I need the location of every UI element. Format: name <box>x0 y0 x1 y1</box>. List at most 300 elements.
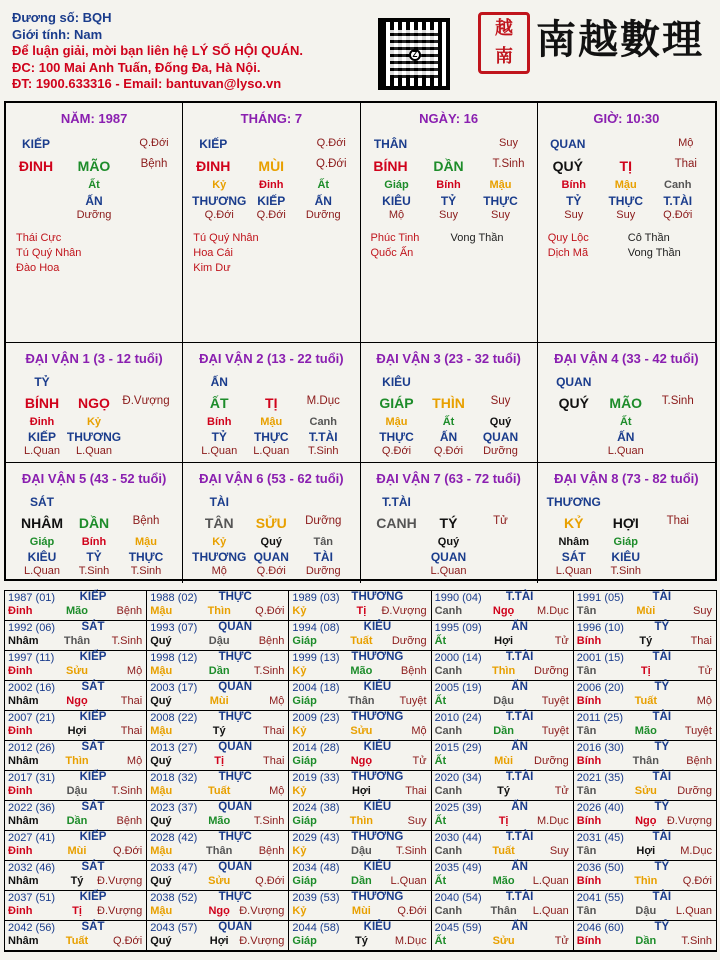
branch: Mão <box>350 665 373 677</box>
pillar-title: THÁNG: 7 <box>240 111 303 126</box>
hidden-god-name: T.TÀI <box>663 194 693 208</box>
stage: Bệnh <box>132 515 160 527</box>
ten-god: TÀI <box>652 891 672 903</box>
star: Vong Thần <box>627 247 681 259</box>
pillar-grid <box>4 101 717 581</box>
hidden-stage-name: L.Quan <box>253 445 290 457</box>
year-label: 2007 (21) <box>8 712 56 724</box>
branch: Tý <box>639 635 653 647</box>
year-label: 1988 (02) <box>150 592 198 604</box>
stem: Mậu <box>150 605 173 617</box>
hidden-stage-name: T.Sinh <box>610 565 642 577</box>
hidden-stem-name: Mậu <box>135 536 157 548</box>
ten-god: KIÊU <box>382 375 411 389</box>
stage: T.Sinh <box>492 158 525 170</box>
star: Cô Thần <box>627 232 670 244</box>
branch: Tị <box>498 815 509 827</box>
hidden-stem-name: Canh <box>664 179 692 191</box>
year-cell <box>432 651 574 681</box>
branch: Tuất <box>350 635 373 647</box>
stem: Nhâm <box>8 935 39 947</box>
stem: GIÁP <box>379 395 414 411</box>
ten-god: SÁT <box>81 741 105 753</box>
star: Thái Cực <box>16 232 62 244</box>
year-label: 2011 (25) <box>576 712 624 724</box>
ten-god: SÁT <box>81 801 105 813</box>
stem: NHÂM <box>21 515 63 531</box>
stage: Mộ <box>126 755 143 767</box>
stage: Suy <box>407 815 427 827</box>
dai-van-title: ĐẠI VẬN 4 (33 - 42 tuổi) <box>554 351 699 366</box>
year-cell <box>574 681 716 711</box>
year-cell <box>147 891 289 921</box>
year-cell <box>432 921 574 951</box>
star: Hoa Cái <box>193 247 233 259</box>
hidden-stem-name: Canh <box>309 416 337 428</box>
branch: Mão <box>208 815 231 827</box>
stem: CANH <box>376 515 417 531</box>
hidden-stage-name: Suy <box>491 209 510 221</box>
year-cell <box>432 831 574 861</box>
hidden-stem-name: Giáp <box>29 536 55 548</box>
stem: Tân <box>576 605 597 617</box>
ten-god: SÁT <box>81 861 105 873</box>
ten-god: THỰC <box>218 771 252 783</box>
dai-van-cell <box>538 343 715 463</box>
year-cell <box>5 771 147 801</box>
ten-god: QUAN <box>218 681 253 693</box>
dai-van-cell <box>361 343 538 463</box>
stage: T.Sinh <box>396 845 427 857</box>
stem: ĐINH <box>196 158 231 174</box>
hidden-stage-name: Dưỡng <box>305 565 341 577</box>
hidden-god-name: THỰC <box>253 430 289 444</box>
hidden-stage-name: Suy <box>564 209 584 221</box>
star: Vong Thần <box>450 232 504 244</box>
ten-god: THƯƠNG <box>351 591 404 603</box>
year-label: 2043 (57) <box>150 922 198 934</box>
hidden-stem-name: Quý <box>489 416 512 428</box>
year-cell <box>289 651 431 681</box>
stage: Thai <box>666 515 689 527</box>
hidden-stem-name: Ất <box>619 416 632 428</box>
hidden-god-name: TỶ <box>440 194 457 208</box>
year-label: 2004 (18) <box>292 682 340 694</box>
branch: Mão <box>634 725 657 737</box>
ten-god: THƯƠNG <box>546 495 601 509</box>
pillar-cell <box>538 103 715 343</box>
pillar-title: GIỜ: 10:30 <box>593 111 660 126</box>
year-cell <box>5 741 147 771</box>
dai-van-cell <box>183 343 360 463</box>
stem: Mậu <box>150 665 173 677</box>
star: Đào Hoa <box>16 262 60 274</box>
year-cell <box>147 591 289 621</box>
branch: Sửu <box>65 665 89 677</box>
hidden-stage-name: L.Quan <box>75 445 113 457</box>
branch: Tuất <box>634 695 657 707</box>
year-cell <box>5 831 147 861</box>
year-label: 2023 (37) <box>150 802 198 814</box>
ten-god: THƯƠNG <box>351 711 404 723</box>
year-cell <box>289 591 431 621</box>
hidden-stage-name: L.Quan <box>430 565 467 577</box>
stage: Tử <box>412 755 427 767</box>
stem: Nhâm <box>8 875 39 887</box>
stem: Kỷ <box>292 665 307 677</box>
hidden-stage-name: Q.Đới <box>256 565 286 577</box>
stage: Tuyệt <box>399 695 427 707</box>
hidden-god-name: QUAN <box>430 550 467 564</box>
seal-logo: 越 南 <box>478 12 530 74</box>
year-cell <box>574 651 716 681</box>
hidden-stage-name: T.Sinh <box>78 565 110 577</box>
pillar-title: NGÀY: 16 <box>419 111 479 126</box>
ten-god: ẤN <box>511 921 528 933</box>
branch: Dậu <box>635 905 657 917</box>
hidden-stem-name: Mậu <box>260 416 283 428</box>
dai-van-cell <box>361 463 538 583</box>
ten-god: QUAN <box>550 137 586 151</box>
ten-god: TÀI <box>652 711 672 723</box>
ten-god: SÁT <box>81 921 105 933</box>
ten-god: ẤN <box>511 681 528 693</box>
year-cell <box>574 891 716 921</box>
branch: Mùi <box>351 905 371 917</box>
ten-god: THÂN <box>373 137 408 151</box>
stage: Suy <box>499 137 518 149</box>
yearly-table <box>4 590 717 952</box>
branch: Mùi <box>494 755 514 767</box>
stem: Quý <box>150 815 172 827</box>
year-cell <box>289 681 431 711</box>
year-label: 2000 (14) <box>434 652 482 664</box>
hidden-stage-name: Suy <box>439 209 458 221</box>
stage: Thai <box>690 635 712 647</box>
stem: Nhâm <box>8 815 39 827</box>
year-cell <box>574 711 716 741</box>
year-label: 2031 (45) <box>576 832 624 844</box>
hidden-stem-name: Giáp <box>613 536 638 548</box>
year-cell <box>574 831 716 861</box>
branch: Thìn <box>491 665 516 677</box>
stage: Mộ <box>126 665 143 677</box>
hidden-god-name: ẤN <box>314 194 332 208</box>
stage: Tuyệt <box>541 725 569 737</box>
ten-god: QUAN <box>556 375 592 389</box>
stage: Mộ <box>269 695 285 707</box>
branch: Ngọ <box>635 815 657 827</box>
ten-god: KIẾP <box>199 137 228 151</box>
year-label: 2018 (32) <box>150 772 198 784</box>
year-label: 2017 (31) <box>8 772 56 784</box>
stage: M.Dục <box>680 845 712 857</box>
stem: Canh <box>434 725 463 737</box>
stem: Bính <box>576 695 602 707</box>
stage: T.Sinh <box>661 395 694 407</box>
stage: Đ.Vượng <box>239 905 285 917</box>
extra-stars <box>548 231 589 261</box>
stem: Kỷ <box>292 845 307 857</box>
dai-van-title: ĐẠI VẬN 7 (63 - 72 tuổi) <box>376 471 521 486</box>
stem: Kỷ <box>292 605 307 617</box>
star: Tú Quý Nhân <box>193 232 259 244</box>
stem: Quý <box>150 935 172 947</box>
extra-stars <box>16 231 81 276</box>
hidden-god-name: QUAN <box>253 550 289 564</box>
branch: Thìn <box>207 605 231 617</box>
stage: Q.Đới <box>315 158 347 170</box>
stage: Tuyệt <box>684 725 712 737</box>
stem: Ất <box>434 815 447 827</box>
year-cell <box>147 741 289 771</box>
stage: Q.Đới <box>255 875 285 887</box>
branch: Ngọ <box>208 905 230 917</box>
dai-van-cell <box>183 463 360 583</box>
stage: Đ.Vượng <box>97 875 143 887</box>
stage: M.Dục <box>306 395 340 407</box>
hidden-stage-name: Q.Đới <box>381 445 412 457</box>
ten-god: TỶ <box>654 621 670 633</box>
year-label: 2019 (33) <box>292 772 340 784</box>
year-label: 2013 (27) <box>150 742 198 754</box>
ten-god: THƯƠNG <box>351 831 404 843</box>
ten-god: KIẾP <box>79 771 107 783</box>
branch: THÌN <box>432 395 465 411</box>
hidden-stem-name: Nhâm <box>558 536 590 548</box>
year-label: 2026 (40) <box>576 802 624 814</box>
branch: Tị <box>214 755 225 767</box>
stem: Nhâm <box>8 755 39 767</box>
year-label: 1995 (09) <box>434 622 482 634</box>
branch: Sửu <box>208 875 231 887</box>
stage: Dưỡng <box>534 665 569 677</box>
hidden-stage-name: Mộ <box>388 209 405 221</box>
ten-god: ẤN <box>511 801 528 813</box>
branch: Tý <box>497 785 511 797</box>
year-cell <box>432 621 574 651</box>
stage: Thai <box>674 158 697 170</box>
stem: KỶ <box>564 515 584 531</box>
owner-name: Đương số: BQH <box>12 10 112 25</box>
branch: Thân <box>206 845 233 857</box>
ten-god: KIÊU <box>363 741 392 753</box>
branch: Thìn <box>65 755 89 767</box>
stage: Dưỡng <box>677 785 712 797</box>
ten-god: QUAN <box>218 621 253 633</box>
stage: Q.Đới <box>112 935 143 947</box>
year-cell <box>147 921 289 951</box>
stage: Bệnh <box>686 755 712 767</box>
hidden-stem-name: Tân <box>313 536 334 548</box>
ten-god: KIÊU <box>363 861 392 873</box>
hidden-god-name: THỰC <box>128 550 164 564</box>
year-label: 2034 (48) <box>292 862 340 874</box>
year-cell <box>5 921 147 951</box>
year-label: 2016 (30) <box>576 742 624 754</box>
branch: Sửu <box>350 725 373 737</box>
year-label: 2036 (50) <box>576 862 624 874</box>
hidden-stage-name: Q.Đới <box>204 209 234 221</box>
ten-god: T.TÀI <box>505 591 534 603</box>
year-label: 1990 (04) <box>434 592 482 604</box>
hidden-god-name: KIẾP <box>27 430 57 444</box>
dai-van-title: ĐẠI VẬN 2 (13 - 22 tuổi) <box>199 351 344 366</box>
stem: Giáp <box>292 635 317 647</box>
stem: Mậu <box>150 725 173 737</box>
hidden-god-name: THỰC <box>608 194 644 208</box>
stem: Giáp <box>292 875 317 887</box>
hidden-stem-name: Mậu <box>614 179 637 191</box>
branch: Dậu <box>66 785 88 797</box>
year-cell <box>289 921 431 951</box>
year-cell <box>147 681 289 711</box>
branch: Thân <box>63 635 91 647</box>
branch: Thìn <box>349 815 373 827</box>
year-cell <box>5 591 147 621</box>
hidden-god-name: TỶ <box>86 550 102 564</box>
year-cell <box>5 801 147 831</box>
branch: Mùi <box>636 605 656 617</box>
year-label: 2030 (44) <box>434 832 482 844</box>
stage: Bệnh <box>116 815 143 827</box>
year-label: 2010 (24) <box>434 712 482 724</box>
year-cell <box>147 801 289 831</box>
branch: Dần <box>208 665 230 677</box>
stage: Mộ <box>269 785 285 797</box>
stem: ĐINH <box>18 158 54 174</box>
hidden-god-name: KIÊU <box>382 194 411 208</box>
stage: M.Dục <box>537 605 569 617</box>
stage: Mộ <box>411 725 427 737</box>
year-label: 1994 (08) <box>292 622 340 634</box>
stem: Ất <box>434 635 447 647</box>
year-cell <box>289 741 431 771</box>
ten-god: T.TÀI <box>505 711 534 723</box>
phone-email: ĐT: 1900.633316 - Email: bantuvan@lyso.vn <box>12 76 282 91</box>
ten-god: TỶ <box>654 861 670 873</box>
ten-god: KIÊU <box>363 801 392 813</box>
branch: Mùi <box>67 845 87 857</box>
hidden-god-name: QUAN <box>482 430 519 444</box>
stem: BÍNH <box>373 158 408 174</box>
stem: Tân <box>576 665 597 677</box>
branch: Hợi <box>494 635 514 647</box>
year-label: 2005 (19) <box>434 682 482 694</box>
branch: Dậu <box>493 695 514 707</box>
hidden-stem-name: Bính <box>436 179 461 191</box>
ten-god: THỰC <box>218 831 252 843</box>
stage: Q.Đới <box>397 905 427 917</box>
stage: Tử <box>493 515 508 527</box>
year-cell <box>289 891 431 921</box>
stage: L.Quan <box>532 875 569 887</box>
branch: Sửu <box>634 785 657 797</box>
extra-stars-right <box>628 231 681 261</box>
ten-god: ẤN <box>511 861 528 873</box>
ten-god: KIẾP <box>79 711 107 723</box>
stem: Đinh <box>8 665 33 677</box>
year-label: 2020 (34) <box>434 772 482 784</box>
hidden-god-name: ẤN <box>85 194 103 208</box>
hidden-stem-name: Giáp <box>384 179 409 191</box>
stem: Kỷ <box>292 905 307 917</box>
stem: Bính <box>576 935 602 947</box>
hidden-stem-name: Đinh <box>259 179 284 191</box>
gender: Giới tính: Nam <box>12 26 103 42</box>
hidden-god-name: THƯƠNG <box>192 194 247 208</box>
ten-god: THƯƠNG <box>351 771 404 783</box>
stem: Giáp <box>292 935 317 947</box>
branch: MÙI <box>258 158 285 174</box>
stage: L.Quan <box>390 875 427 887</box>
stage: Bệnh <box>116 605 143 617</box>
stage: Q.Đới <box>316 137 346 149</box>
stem: Kỷ <box>292 725 307 737</box>
ten-god: KIÊU <box>363 681 392 693</box>
branch: Mùi <box>209 695 229 707</box>
star: Tú Quý Nhân <box>16 247 82 259</box>
year-cell <box>147 711 289 741</box>
stage: M.Dục <box>537 815 569 827</box>
stage: Suy <box>490 395 511 407</box>
stage: T.Sinh <box>111 635 143 647</box>
branch: Tị <box>72 905 82 917</box>
dai-van-cell <box>538 463 715 583</box>
hidden-stem-name: Kỷ <box>86 416 102 428</box>
branch: Hợi <box>636 845 656 857</box>
stem: Quý <box>150 635 172 647</box>
stage: Q.Đới <box>682 875 712 887</box>
pillar-title: NĂM: 1987 <box>60 111 128 126</box>
year-label: 2039 (53) <box>292 892 340 904</box>
stage: Đ.Vượng <box>97 905 143 917</box>
branch: TÝ <box>439 515 458 531</box>
hidden-stage-name: Dưỡng <box>483 445 518 457</box>
stem: Ất <box>434 755 447 767</box>
ten-god: KIẾP <box>79 591 107 603</box>
stem: BÍNH <box>24 395 60 411</box>
year-cell <box>574 591 716 621</box>
hidden-god-name: SÁT <box>561 550 586 564</box>
stage: Tử <box>554 635 569 647</box>
stem: Giáp <box>292 815 317 827</box>
hidden-stage-name: L.Quan <box>555 565 592 577</box>
stage: Tử <box>554 935 569 947</box>
stage: Dưỡng <box>305 515 342 527</box>
ten-god: TÀI <box>652 591 672 603</box>
branch: HỢI <box>612 515 639 531</box>
year-cell <box>289 711 431 741</box>
stem: Kỷ <box>292 785 307 797</box>
year-label: 1993 (07) <box>150 622 198 634</box>
year-cell <box>432 771 574 801</box>
stem: Tân <box>576 905 597 917</box>
year-label: 2025 (39) <box>434 802 482 814</box>
stage: Dưỡng <box>534 755 569 767</box>
stem: Ất <box>434 935 447 947</box>
ten-god: QUAN <box>218 861 253 873</box>
year-label: 2046 (60) <box>576 922 624 934</box>
year-label: 2035 (49) <box>434 862 482 874</box>
stem: Tân <box>576 845 597 857</box>
ten-god: THỰC <box>218 891 252 903</box>
year-label: 2027 (41) <box>8 832 56 844</box>
branch: Dần <box>493 725 514 737</box>
stem: Bính <box>576 755 602 767</box>
stem: Giáp <box>292 755 317 767</box>
hidden-god-name: ẤN <box>439 430 458 444</box>
